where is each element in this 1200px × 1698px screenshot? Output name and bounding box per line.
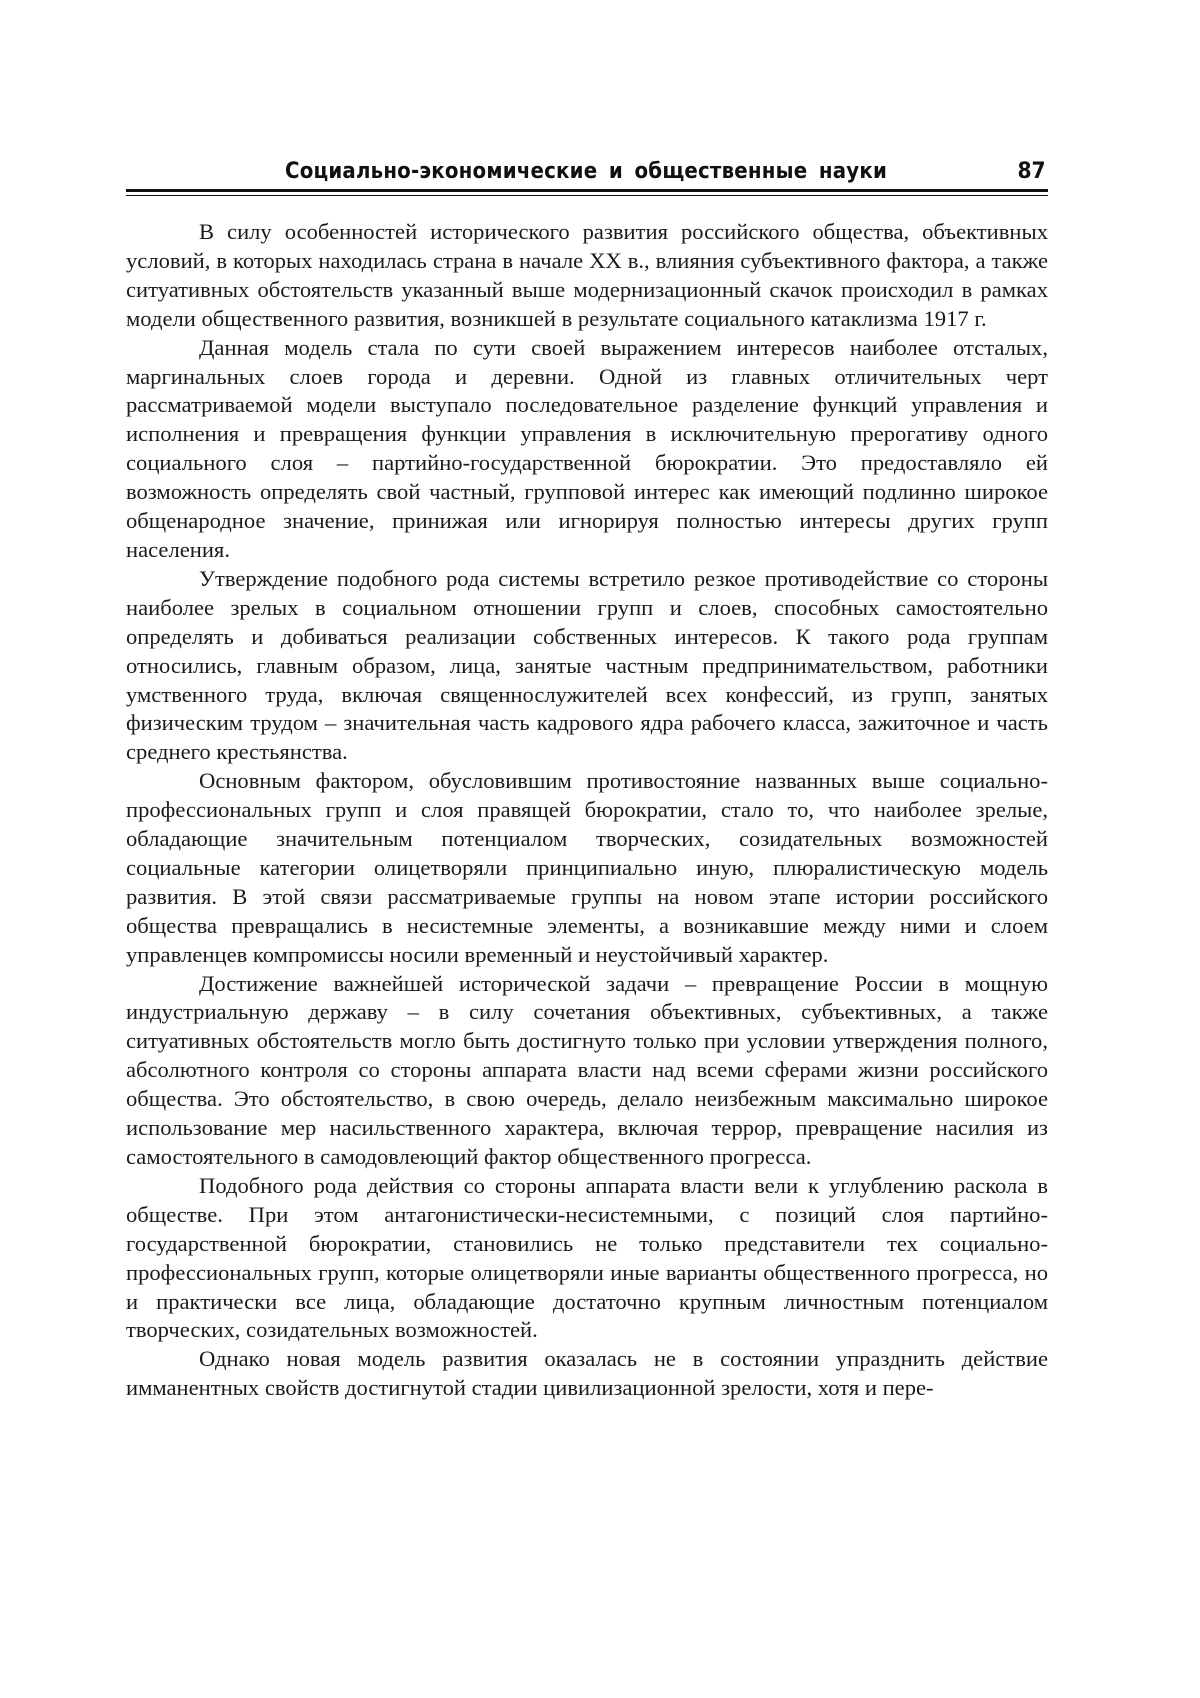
- paragraph: Утверждение подобного рода системы встретило резкое противодействие со стороны наиболее зрелых в социальном отношении групп и слоев, способных самостоятельно определять и добиваться реализации собственных интересов. К такого рода группам относились, главным образом, лица, занятые частным предпринимательством, работники умственного труда, включая священнослужителей всех конфессий, из групп, занятых физическим трудом – значительная часть кадрового ядра рабочего класса, зажиточное и часть среднего крестьянства.: [126, 565, 1048, 765]
- page-number: 87: [1017, 159, 1046, 184]
- running-title: Социально-экономические и общественные науки: [285, 159, 888, 184]
- paragraph: Данная модель стала по сути своей выражением интересов наиболее отсталых, маргинальных слоев города и деревни. Одной из главных отличительных черт рассматриваемой модели выступало последовательное разделение функций управления и исполнения и превращения функции управления в исключительную прерогативу одного социального слоя – партийно-государственной бюрократии. Это предоставляло ей возможность определять свой частный, групповой интерес как имеющий подлинно широкое общенародное значение, принижая или игнорируя полностью интересы других групп населения.: [126, 334, 1048, 562]
- paragraph: Однако новая модель развития оказалась не в состоянии упразднить действие имманентных свойств достигнутой стадии цивилизационной зрелости, хотя и пере-: [126, 1346, 1048, 1401]
- body-text: [126, 218, 1048, 1403]
- paragraph: В силу особенностей исторического развития российского общества, объективных условий, в которых находилась страна в начале XX в., влияния субъективного фактора, а также ситуативных обстоятельств указанный выше модернизационный скачок происходил в рамках модели общественного развития, возникшей в результате социального катаклизма 1917 г.: [126, 219, 1048, 331]
- paragraph: Достижение важнейшей исторической задачи – превращение России в мощную индустриальную державу – в силу сочетания объективных, субъективных, а также ситуативных обстоятельств могло быть достигнуто только при условии утверждения полного, абсолютного контроля со стороны аппарата власти над всеми сферами жизни российского общества. Это обстоятельство, в свою очередь, делало неизбежным максимально широкое использование мер насильственного характера, включая террор, превращение насилия из самостоятельного в самодовлеющий фактор общественного прогресса.: [126, 970, 1048, 1169]
- paragraph: Основным фактором, обусловившим противостояние названных выше социально-профессиональных групп и слоя правящей бюрократии, стало то, что наиболее зрелые, обладающие значительным потенциалом творческих, созидательных возможностей социальные категории олицетворяли принципиально иную, плюралистическую модель развития. В этой связи рассматриваемые группы на новом этапе истории российского общества превращались в несистемные элементы, а возникавшие между ними и слоем управленцев компромиссы носили временный и неустойчивый характер.: [126, 768, 1048, 967]
- paragraph: Подобного рода действия со стороны аппарата власти вели к углублению раскола в обществе. При этом антагонистически-несистемными, с позиций слоя партийно-государственной бюрократии, становились не только представители тех социально-профессиональных групп, которые олицетворяли иные варианты общественного прогресса, но и практически все лица, обладающие достаточно крупным личностным потенциалом творческих, созидательных возможностей.: [126, 1172, 1048, 1343]
- running-head: [126, 157, 1048, 187]
- header-rule-thick: [126, 189, 1048, 192]
- header-rule-thin: [126, 195, 1048, 196]
